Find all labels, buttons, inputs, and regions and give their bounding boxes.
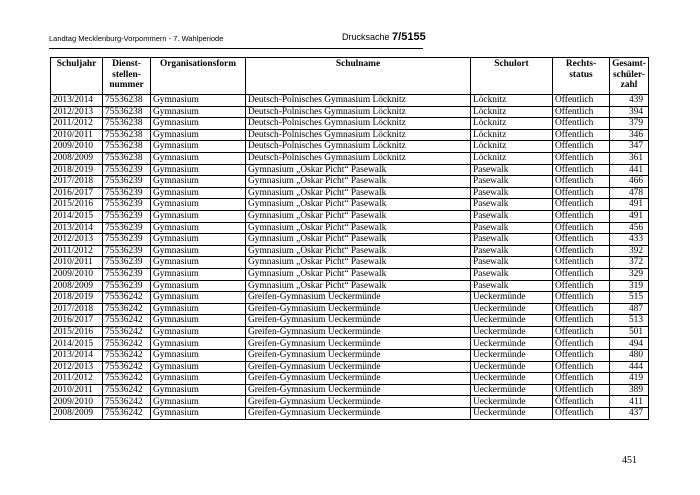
col-schuljahr-cell: 2009/2010: [51, 141, 103, 153]
table-row: [51, 129, 649, 141]
col-schulort-cell: Löcknitz: [471, 118, 553, 130]
col-rechtsstatus-cell: Öffentlich: [553, 106, 610, 118]
col-schulort-cell: Pasewalk: [471, 176, 553, 188]
col-rechtsstatus-cell: Öffentlich: [553, 187, 610, 199]
col-gesamtschuelerzahl-cell: 501: [610, 326, 649, 338]
col-dienststellennummer-cell: 75536242: [103, 292, 151, 304]
col-schulname-cell: Gymnasium „Oskar Picht“ Pasewalk: [246, 210, 471, 222]
col-schuljahr-cell: 2012/2013: [51, 106, 103, 118]
col-gesamtschuelerzahl-cell: 513: [610, 315, 649, 327]
table-row: [51, 245, 649, 257]
col-organisationsform-header: Organisationsform: [151, 58, 246, 95]
col-schuljahr-cell: 2017/2018: [51, 303, 103, 315]
col-schulname-header: Schulname: [246, 58, 471, 95]
col-gesamtschuelerzahl-cell: 437: [610, 408, 649, 420]
table-row: [51, 384, 649, 396]
col-organisationsform-cell: Gymnasium: [151, 396, 246, 408]
table-row: [51, 222, 649, 234]
col-dienststellennummer-cell: 75536239: [103, 222, 151, 234]
col-rechtsstatus-cell: Öffentlich: [553, 257, 610, 269]
col-schulname-cell: Greifen-Gymnasium Ueckermünde: [246, 292, 471, 304]
col-schuljahr-cell: 2012/2013: [51, 234, 103, 246]
col-schulname-cell: Deutsch-Polnisches Gymnasium Löcknitz: [246, 129, 471, 141]
col-schulort-cell: Ueckermünde: [471, 315, 553, 327]
col-schulname-cell: Deutsch-Polnisches Gymnasium Löcknitz: [246, 118, 471, 130]
table-row: [51, 187, 649, 199]
table-row: [51, 373, 649, 385]
col-schulname-cell: Greifen-Gymnasium Ueckermünde: [246, 303, 471, 315]
table-row: [51, 152, 649, 164]
col-dienststellennummer-cell: 75536239: [103, 268, 151, 280]
col-rechtsstatus-cell: Öffentlich: [553, 199, 610, 211]
col-schulname-cell: Greifen-Gymnasium Ueckermünde: [246, 350, 471, 362]
header-rule: [49, 48, 423, 49]
col-schuljahr-cell: 2014/2015: [51, 338, 103, 350]
col-schuljahr-cell: 2010/2011: [51, 257, 103, 269]
col-rechtsstatus-cell: Öffentlich: [553, 315, 610, 327]
col-organisationsform-cell: Gymnasium: [151, 176, 246, 188]
page-header-right: [342, 31, 426, 43]
col-rechtsstatus-cell: Öffentlich: [553, 292, 610, 304]
col-gesamtschuelerzahl-cell: 411: [610, 396, 649, 408]
col-schulort-cell: Löcknitz: [471, 106, 553, 118]
col-organisationsform-cell: Gymnasium: [151, 129, 246, 141]
col-rechtsstatus-cell: Öffentlich: [553, 245, 610, 257]
col-schulort-cell: Pasewalk: [471, 280, 553, 292]
table-row: [51, 361, 649, 373]
table-row: [51, 257, 649, 269]
col-gesamtschuelerzahl-cell: 433: [610, 234, 649, 246]
col-rechtsstatus-cell: Öffentlich: [553, 118, 610, 130]
col-organisationsform-cell: Gymnasium: [151, 408, 246, 420]
table-header-row: [51, 58, 649, 95]
col-organisationsform-cell: Gymnasium: [151, 210, 246, 222]
col-gesamtschuelerzahl-cell: 491: [610, 199, 649, 211]
table-row: [51, 315, 649, 327]
col-gesamtschuelerzahl-cell: 372: [610, 257, 649, 269]
col-schulname-cell: Greifen-Gymnasium Ueckermünde: [246, 408, 471, 420]
col-rechtsstatus-cell: Öffentlich: [553, 373, 610, 385]
col-gesamtschuelerzahl-cell: 439: [610, 95, 649, 107]
col-dienststellennummer-header: Dienst- stellen- nummer: [103, 58, 151, 95]
col-dienststellennummer-cell: 75536239: [103, 234, 151, 246]
col-rechtsstatus-cell: Öffentlich: [553, 164, 610, 176]
table-row: [51, 408, 649, 420]
table-row: [51, 199, 649, 211]
table-row: [51, 118, 649, 130]
col-schulname-cell: Deutsch-Polnisches Gymnasium Löcknitz: [246, 141, 471, 153]
col-schulort-cell: Ueckermünde: [471, 361, 553, 373]
col-schulname-cell: Deutsch-Polnisches Gymnasium Löcknitz: [246, 106, 471, 118]
col-dienststellennummer-cell: 75536238: [103, 106, 151, 118]
col-dienststellennummer-cell: 75536242: [103, 361, 151, 373]
col-schuljahr-cell: 2013/2014: [51, 95, 103, 107]
table-row: [51, 280, 649, 292]
col-schulort-cell: Löcknitz: [471, 95, 553, 107]
col-schuljahr-cell: 2013/2014: [51, 350, 103, 362]
col-dienststellennummer-cell: 75536242: [103, 384, 151, 396]
col-schulort-cell: Ueckermünde: [471, 303, 553, 315]
col-dienststellennummer-cell: 75536238: [103, 152, 151, 164]
data-table: [50, 57, 649, 420]
col-gesamtschuelerzahl-cell: 347: [610, 141, 649, 153]
col-rechtsstatus-cell: Öffentlich: [553, 326, 610, 338]
col-schuljahr-cell: 2015/2016: [51, 199, 103, 211]
col-gesamtschuelerzahl-cell: 515: [610, 292, 649, 304]
col-schulort-cell: Pasewalk: [471, 268, 553, 280]
table-row: [51, 338, 649, 350]
table-row: [51, 106, 649, 118]
table-row: [51, 234, 649, 246]
col-rechtsstatus-cell: Öffentlich: [553, 141, 610, 153]
col-schulort-cell: Ueckermünde: [471, 408, 553, 420]
col-organisationsform-cell: Gymnasium: [151, 222, 246, 234]
col-schulname-cell: Gymnasium „Oskar Picht“ Pasewalk: [246, 187, 471, 199]
col-schulort-cell: Pasewalk: [471, 199, 553, 211]
col-organisationsform-cell: Gymnasium: [151, 257, 246, 269]
col-schuljahr-cell: 2018/2019: [51, 164, 103, 176]
col-gesamtschuelerzahl-cell: 494: [610, 338, 649, 350]
col-schuljahr-cell: 2017/2018: [51, 176, 103, 188]
col-rechtsstatus-cell: Öffentlich: [553, 338, 610, 350]
col-schuljahr-cell: 2011/2012: [51, 118, 103, 130]
col-schuljahr-cell: 2008/2009: [51, 152, 103, 164]
col-schulname-cell: Greifen-Gymnasium Ueckermünde: [246, 396, 471, 408]
col-schulort-cell: Pasewalk: [471, 210, 553, 222]
col-schulname-cell: Gymnasium „Oskar Picht“ Pasewalk: [246, 199, 471, 211]
col-schuljahr-cell: 2009/2010: [51, 268, 103, 280]
col-gesamtschuelerzahl-header: Gesamt- schüler- zahl: [610, 58, 649, 95]
table-row: [51, 268, 649, 280]
col-schulort-cell: Löcknitz: [471, 152, 553, 164]
col-schulort-cell: Pasewalk: [471, 234, 553, 246]
col-rechtsstatus-cell: Öffentlich: [553, 280, 610, 292]
table-body: [51, 95, 649, 420]
col-organisationsform-cell: Gymnasium: [151, 303, 246, 315]
col-rechtsstatus-cell: Öffentlich: [553, 396, 610, 408]
col-dienststellennummer-cell: 75536242: [103, 326, 151, 338]
col-organisationsform-cell: Gymnasium: [151, 268, 246, 280]
col-schuljahr-cell: 2015/2016: [51, 326, 103, 338]
table-row: [51, 292, 649, 304]
col-schulort-cell: Ueckermünde: [471, 396, 553, 408]
col-organisationsform-cell: Gymnasium: [151, 361, 246, 373]
col-organisationsform-cell: Gymnasium: [151, 350, 246, 362]
col-schuljahr-cell: 2014/2015: [51, 210, 103, 222]
table-row: [51, 350, 649, 362]
col-dienststellennummer-cell: 75536242: [103, 408, 151, 420]
col-rechtsstatus-cell: Öffentlich: [553, 350, 610, 362]
col-rechtsstatus-cell: Öffentlich: [553, 303, 610, 315]
table-row: [51, 164, 649, 176]
col-schuljahr-cell: 2009/2010: [51, 396, 103, 408]
col-schulort-cell: Pasewalk: [471, 164, 553, 176]
col-rechtsstatus-cell: Öffentlich: [553, 408, 610, 420]
col-organisationsform-cell: Gymnasium: [151, 315, 246, 327]
col-schulort-cell: Ueckermünde: [471, 338, 553, 350]
col-dienststellennummer-cell: 75536239: [103, 245, 151, 257]
col-schulort-header: Schulort: [471, 58, 553, 95]
col-dienststellennummer-cell: 75536239: [103, 164, 151, 176]
col-gesamtschuelerzahl-cell: 329: [610, 268, 649, 280]
col-gesamtschuelerzahl-cell: 346: [610, 129, 649, 141]
col-rechtsstatus-cell: Öffentlich: [553, 152, 610, 164]
col-gesamtschuelerzahl-cell: 478: [610, 187, 649, 199]
col-gesamtschuelerzahl-cell: 487: [610, 303, 649, 315]
col-dienststellennummer-cell: 75536239: [103, 210, 151, 222]
col-dienststellennummer-cell: 75536239: [103, 176, 151, 188]
col-schuljahr-cell: 2008/2009: [51, 408, 103, 420]
col-organisationsform-cell: Gymnasium: [151, 187, 246, 199]
col-dienststellennummer-cell: 75536242: [103, 315, 151, 327]
col-schulname-cell: Deutsch-Polnisches Gymnasium Löcknitz: [246, 95, 471, 107]
col-schuljahr-cell: 2013/2014: [51, 222, 103, 234]
col-schuljahr-cell: 2011/2012: [51, 373, 103, 385]
col-dienststellennummer-cell: 75536238: [103, 129, 151, 141]
col-rechtsstatus-cell: Öffentlich: [553, 384, 610, 396]
col-schulname-cell: Gymnasium „Oskar Picht“ Pasewalk: [246, 234, 471, 246]
col-schuljahr-cell: 2010/2011: [51, 129, 103, 141]
col-dienststellennummer-cell: 75536239: [103, 199, 151, 211]
col-schulort-cell: Ueckermünde: [471, 292, 553, 304]
col-schulname-cell: Gymnasium „Oskar Picht“ Pasewalk: [246, 164, 471, 176]
col-rechtsstatus-cell: Öffentlich: [553, 222, 610, 234]
doc-number: 7/5155: [392, 31, 426, 43]
col-organisationsform-cell: Gymnasium: [151, 245, 246, 257]
col-schulort-cell: Ueckermünde: [471, 384, 553, 396]
col-schulname-cell: Gymnasium „Oskar Picht“ Pasewalk: [246, 245, 471, 257]
table-row: [51, 396, 649, 408]
col-rechtsstatus-cell: Öffentlich: [553, 176, 610, 188]
col-schulort-cell: Pasewalk: [471, 222, 553, 234]
col-rechtsstatus-cell: Öffentlich: [553, 210, 610, 222]
col-schuljahr-header: Schuljahr: [51, 58, 103, 95]
col-schulname-cell: Gymnasium „Oskar Picht“ Pasewalk: [246, 222, 471, 234]
col-gesamtschuelerzahl-cell: 379: [610, 118, 649, 130]
col-schulort-cell: Pasewalk: [471, 245, 553, 257]
col-gesamtschuelerzahl-cell: 392: [610, 245, 649, 257]
col-dienststellennummer-cell: 75536242: [103, 350, 151, 362]
col-schulname-cell: Greifen-Gymnasium Ueckermünde: [246, 338, 471, 350]
col-dienststellennummer-cell: 75536242: [103, 373, 151, 385]
col-schulname-cell: Deutsch-Polnisches Gymnasium Löcknitz: [246, 152, 471, 164]
col-dienststellennummer-cell: 75536239: [103, 187, 151, 199]
col-schulname-cell: Gymnasium „Oskar Picht“ Pasewalk: [246, 176, 471, 188]
col-schulname-cell: Greifen-Gymnasium Ueckermünde: [246, 384, 471, 396]
col-rechtsstatus-header: Rechts- status: [553, 58, 610, 95]
col-dienststellennummer-cell: 75536242: [103, 303, 151, 315]
col-gesamtschuelerzahl-cell: 389: [610, 384, 649, 396]
doc-label: Drucksache: [342, 32, 390, 42]
col-dienststellennummer-cell: 75536239: [103, 257, 151, 269]
col-organisationsform-cell: Gymnasium: [151, 199, 246, 211]
col-organisationsform-cell: Gymnasium: [151, 338, 246, 350]
col-dienststellennummer-cell: 75536239: [103, 280, 151, 292]
col-schuljahr-cell: 2016/2017: [51, 187, 103, 199]
col-rechtsstatus-cell: Öffentlich: [553, 95, 610, 107]
col-organisationsform-cell: Gymnasium: [151, 234, 246, 246]
col-schulname-cell: Greifen-Gymnasium Ueckermünde: [246, 326, 471, 338]
col-schuljahr-cell: 2008/2009: [51, 280, 103, 292]
col-organisationsform-cell: Gymnasium: [151, 95, 246, 107]
col-rechtsstatus-cell: Öffentlich: [553, 361, 610, 373]
page-header-left: Landtag Mecklenburg-Vorpommern - 7. Wahlperiode: [49, 34, 224, 43]
col-rechtsstatus-cell: Öffentlich: [553, 129, 610, 141]
col-organisationsform-cell: Gymnasium: [151, 373, 246, 385]
col-schuljahr-cell: 2011/2012: [51, 245, 103, 257]
col-gesamtschuelerzahl-cell: 491: [610, 210, 649, 222]
col-organisationsform-cell: Gymnasium: [151, 384, 246, 396]
col-organisationsform-cell: Gymnasium: [151, 164, 246, 176]
col-organisationsform-cell: Gymnasium: [151, 141, 246, 153]
col-gesamtschuelerzahl-cell: 441: [610, 164, 649, 176]
col-schulname-cell: Greifen-Gymnasium Ueckermünde: [246, 361, 471, 373]
col-schulname-cell: Gymnasium „Oskar Picht“ Pasewalk: [246, 268, 471, 280]
table-row: [51, 95, 649, 107]
col-organisationsform-cell: Gymnasium: [151, 326, 246, 338]
col-gesamtschuelerzahl-cell: 361: [610, 152, 649, 164]
col-schulname-cell: Greifen-Gymnasium Ueckermünde: [246, 315, 471, 327]
col-schulort-cell: Pasewalk: [471, 257, 553, 269]
col-schuljahr-cell: 2018/2019: [51, 292, 103, 304]
col-schulort-cell: Ueckermünde: [471, 350, 553, 362]
col-schuljahr-cell: 2010/2011: [51, 384, 103, 396]
col-gesamtschuelerzahl-cell: 444: [610, 361, 649, 373]
col-schulort-cell: Pasewalk: [471, 187, 553, 199]
col-schuljahr-cell: 2012/2013: [51, 361, 103, 373]
col-organisationsform-cell: Gymnasium: [151, 292, 246, 304]
col-organisationsform-cell: Gymnasium: [151, 118, 246, 130]
col-gesamtschuelerzahl-cell: 456: [610, 222, 649, 234]
col-rechtsstatus-cell: Öffentlich: [553, 234, 610, 246]
col-schulort-cell: Ueckermünde: [471, 326, 553, 338]
col-gesamtschuelerzahl-cell: 419: [610, 373, 649, 385]
col-schulort-cell: Ueckermünde: [471, 373, 553, 385]
col-schulort-cell: Löcknitz: [471, 129, 553, 141]
col-dienststellennummer-cell: 75536238: [103, 141, 151, 153]
col-schuljahr-cell: 2016/2017: [51, 315, 103, 327]
col-dienststellennummer-cell: 75536238: [103, 118, 151, 130]
table-row: [51, 210, 649, 222]
col-gesamtschuelerzahl-cell: 466: [610, 176, 649, 188]
col-dienststellennummer-cell: 75536242: [103, 396, 151, 408]
page-number: 451: [622, 455, 637, 466]
table-row: [51, 141, 649, 153]
col-rechtsstatus-cell: Öffentlich: [553, 268, 610, 280]
col-dienststellennummer-cell: 75536238: [103, 95, 151, 107]
col-gesamtschuelerzahl-cell: 319: [610, 280, 649, 292]
col-schulname-cell: Greifen-Gymnasium Ueckermünde: [246, 373, 471, 385]
col-schulname-cell: Gymnasium „Oskar Picht“ Pasewalk: [246, 280, 471, 292]
col-schulort-cell: Löcknitz: [471, 141, 553, 153]
col-organisationsform-cell: Gymnasium: [151, 152, 246, 164]
table-row: [51, 303, 649, 315]
table-row: [51, 326, 649, 338]
col-gesamtschuelerzahl-cell: 394: [610, 106, 649, 118]
col-organisationsform-cell: Gymnasium: [151, 106, 246, 118]
col-dienststellennummer-cell: 75536242: [103, 338, 151, 350]
col-gesamtschuelerzahl-cell: 480: [610, 350, 649, 362]
table-row: [51, 176, 649, 188]
col-organisationsform-cell: Gymnasium: [151, 280, 246, 292]
col-schulname-cell: Gymnasium „Oskar Picht“ Pasewalk: [246, 257, 471, 269]
